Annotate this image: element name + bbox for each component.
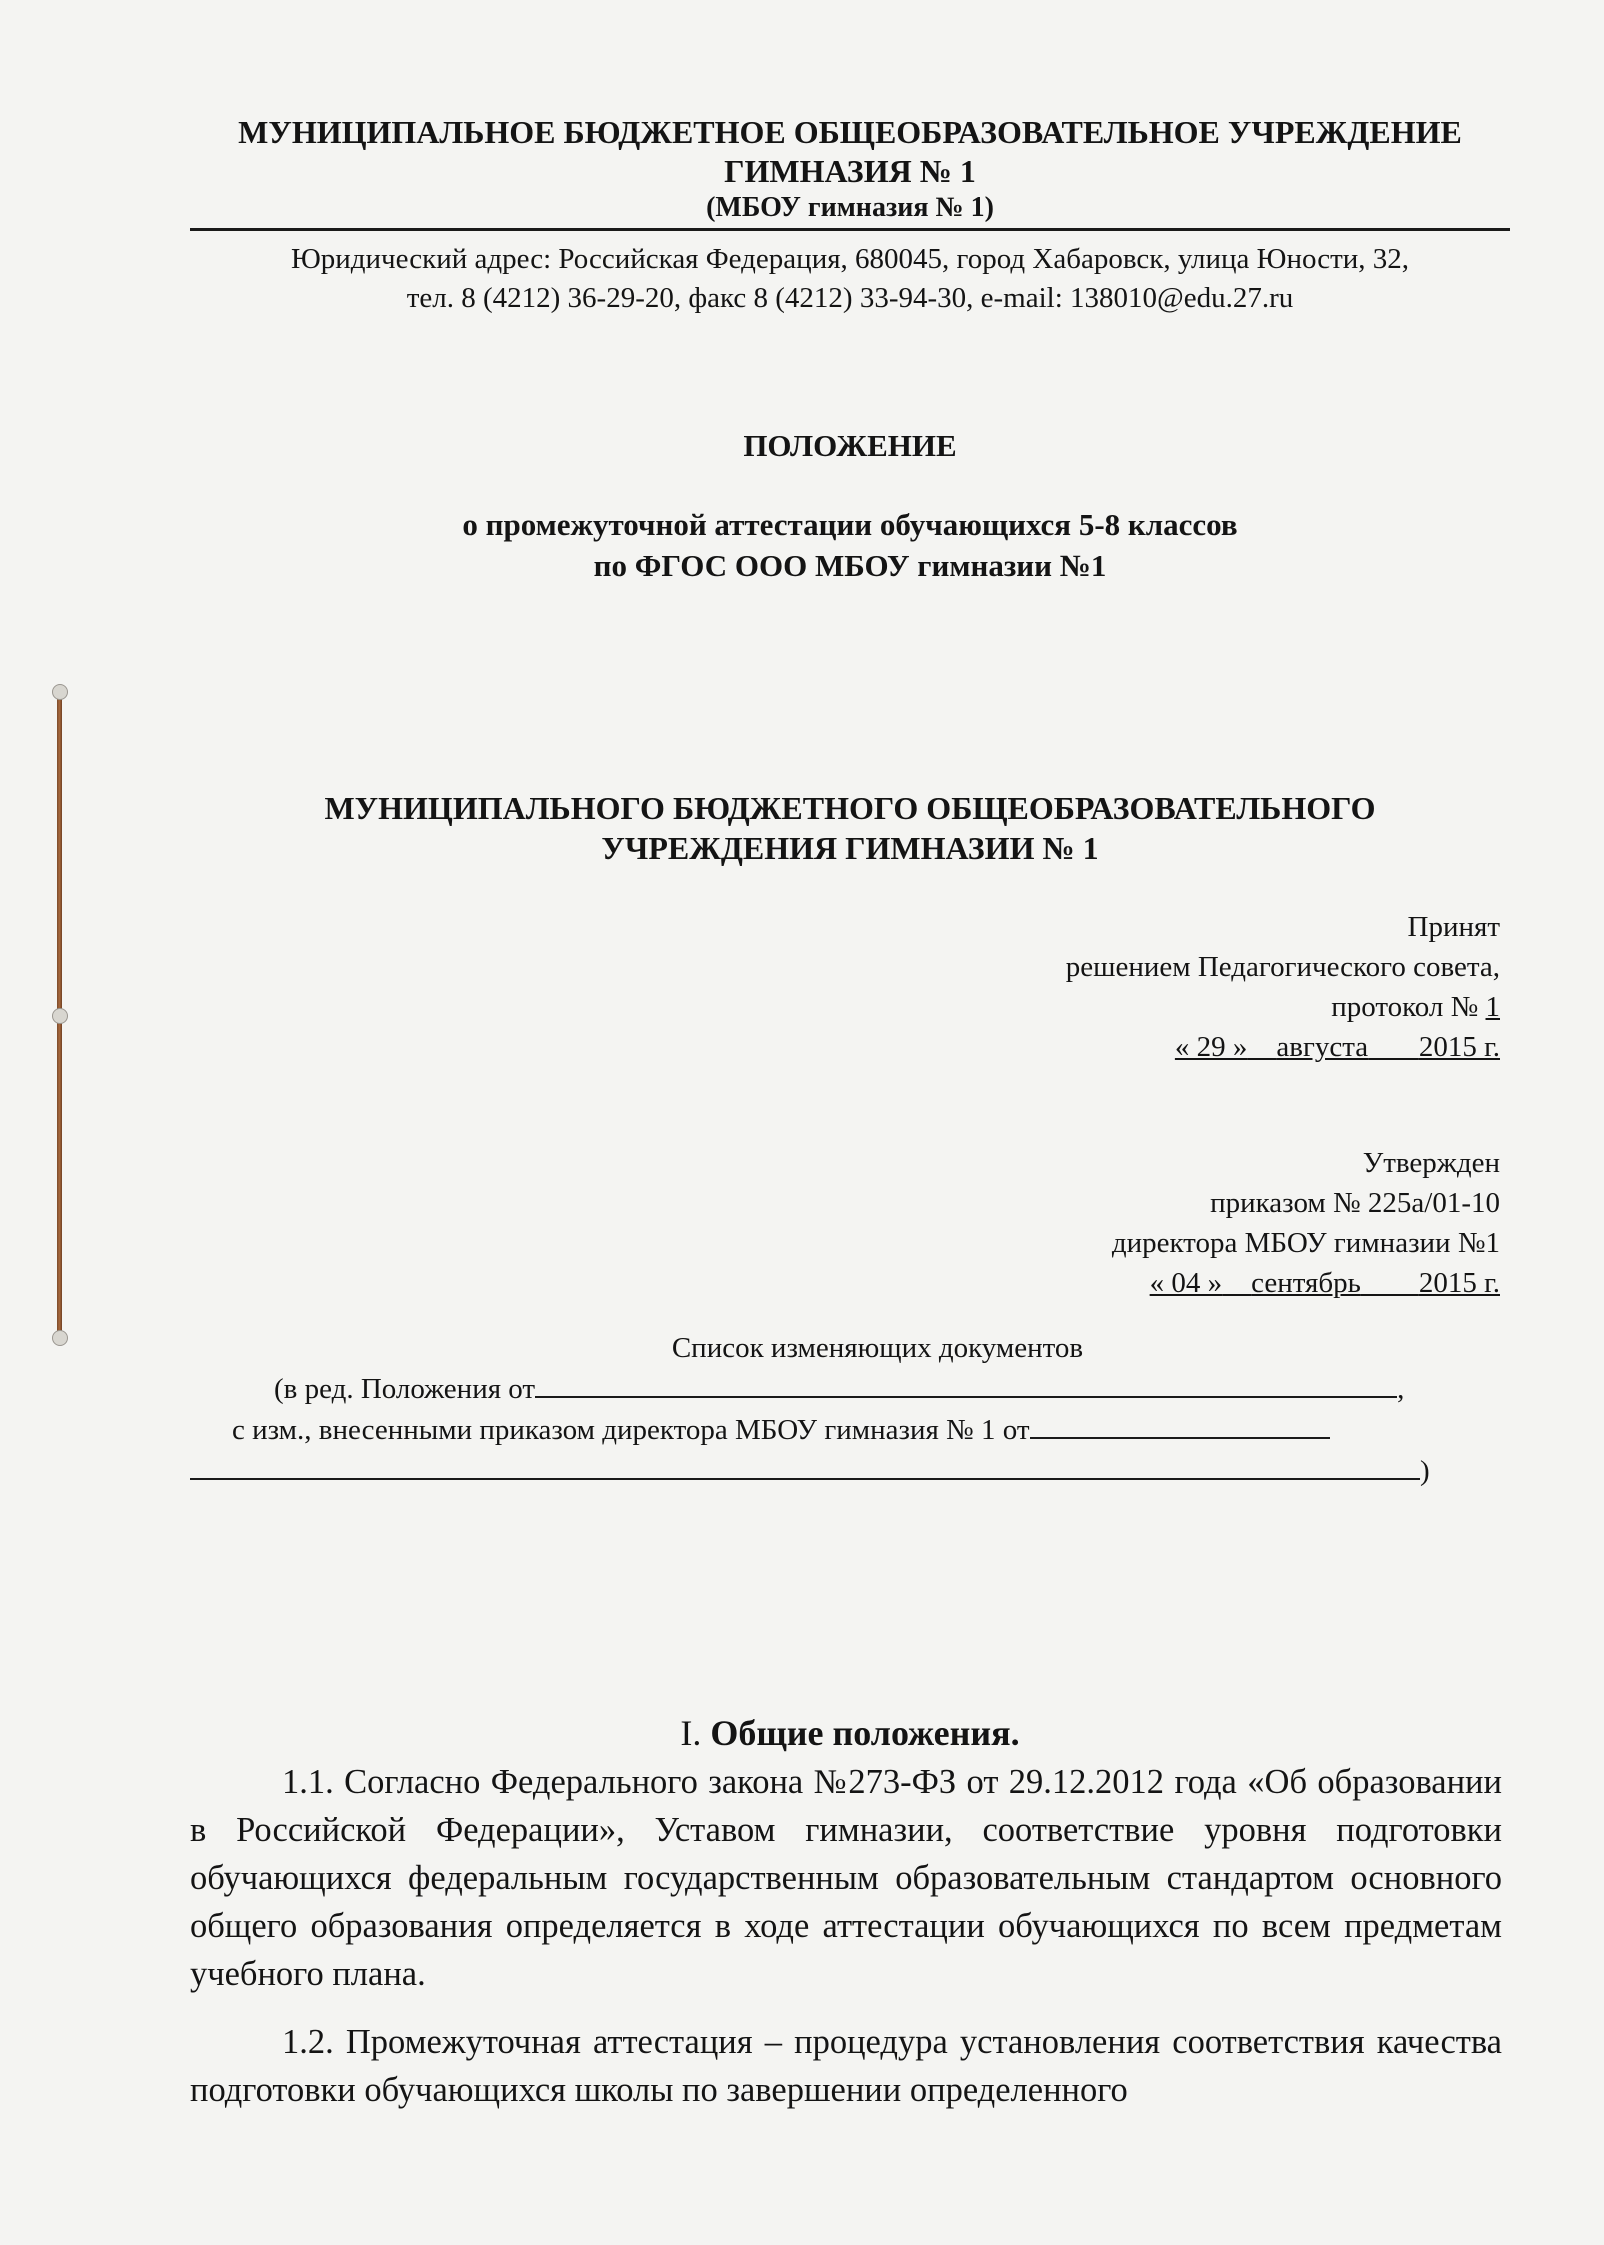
section-number: I. [680,1713,702,1753]
institution-line2: УЧРЕЖДЕНИЯ ГИМНАЗИИ № 1 [601,830,1099,866]
changes-line1 [190,1368,1510,1409]
accepted-month: августа [1276,1031,1369,1063]
body-text [190,1758,1502,2134]
letterhead-divider [190,228,1510,231]
approved-block [1112,1143,1500,1303]
org-short-name: (МБОУ гимназия № 1) [706,192,994,223]
institution-name [190,788,1510,868]
approved-month: сентябрь [1251,1267,1361,1299]
approved-by: директора МБОУ гимназии №1 [1111,1227,1500,1259]
address-line1: Юридический адрес: Российская Федерация, 680045, город Хабаровск, улица Юности, 32, [290,243,1410,275]
section-heading [190,1710,1510,1756]
changes-heading: Список изменяющих документов [671,1332,1084,1364]
accepted-day: « 29 » [1174,1031,1248,1063]
accepted-date [1066,1027,1500,1067]
org-address [190,240,1510,318]
letterhead [190,112,1510,226]
protocol-prefix: протокол № [1331,991,1486,1023]
approved-year: 2015 г. [1418,1267,1500,1299]
title-line1: о промежуточной аттестации обучающихся 5-8 классов [462,507,1238,542]
approved-label: Утвержден [1362,1147,1500,1179]
changes-line2 [190,1409,1510,1450]
changes-line3-blank [190,1450,1420,1480]
changes-amendment-label: с изм., внесенными приказом директора МБОУ гимназия № 1 от [232,1414,1030,1446]
approved-day: « 04 » [1149,1267,1223,1299]
approved-date [1112,1263,1500,1303]
binding-thread [52,690,66,1340]
org-name-line2: ГИМНАЗИЯ № 1 [724,153,976,189]
accepted-year: 2015 г. [1418,1031,1500,1063]
section-title: Общие положения. [710,1713,1020,1753]
protocol-number: 1 [1485,991,1500,1023]
accepted-block [1066,907,1500,1067]
changes-amendment-blank [1030,1409,1330,1439]
changes-list [190,1328,1510,1491]
org-name-line1: МУНИЦИПАЛЬНОЕ БЮДЖЕТНОЕ ОБЩЕОБРАЗОВАТЕЛЬНОЕ УЧРЕЖДЕНИЕ [238,114,1462,150]
changes-line3-end: ) [1420,1455,1430,1487]
changes-edition-label: (в ред. Положения от [274,1373,536,1405]
changes-line3 [190,1450,1510,1491]
binding-hole-top [52,684,68,700]
accepted-label: Принят [1407,911,1500,943]
changes-line1-end: , [1397,1373,1405,1405]
binding-hole-bottom [52,1330,68,1346]
accepted-by: решением Педагогического совета, [1065,951,1500,983]
changes-edition-blank [535,1368,1397,1398]
binding-hole-middle [52,1008,68,1024]
document-title [190,425,1510,586]
title-word: ПОЛОЖЕНИЕ [743,428,957,463]
address-line2: тел. 8 (4212) 36-29-20, факс 8 (4212) 33-94-30, e-mail: 138010@edu.27.ru [406,282,1294,314]
paragraph-1-2: 1.2. Промежуточная аттестация – процедура установления соответствия качества подготовки обучающихся школы по завершении определенного [190,2023,1502,2109]
accepted-protocol [1066,987,1500,1027]
paragraph-1-1: 1.1. Согласно Федерального закона №273-ФЗ от 29.12.2012 года «Об образовании в Российской Федерации», Уставом гимназии, соответствие уровня подготовки обучающихся федеральным государственным образовательным стандартом основного общего образования определяется в ходе аттестации обучающихся по всем предметам учебного плана. [190,1763,1502,1993]
institution-line1: МУНИЦИПАЛЬНОГО БЮДЖЕТНОГО ОБЩЕОБРАЗОВАТЕЛЬНОГО [324,790,1376,826]
title-line2: по ФГОС ООО МБОУ гимназии №1 [593,548,1107,583]
approved-order: приказом № 225а/01-10 [1210,1187,1500,1219]
